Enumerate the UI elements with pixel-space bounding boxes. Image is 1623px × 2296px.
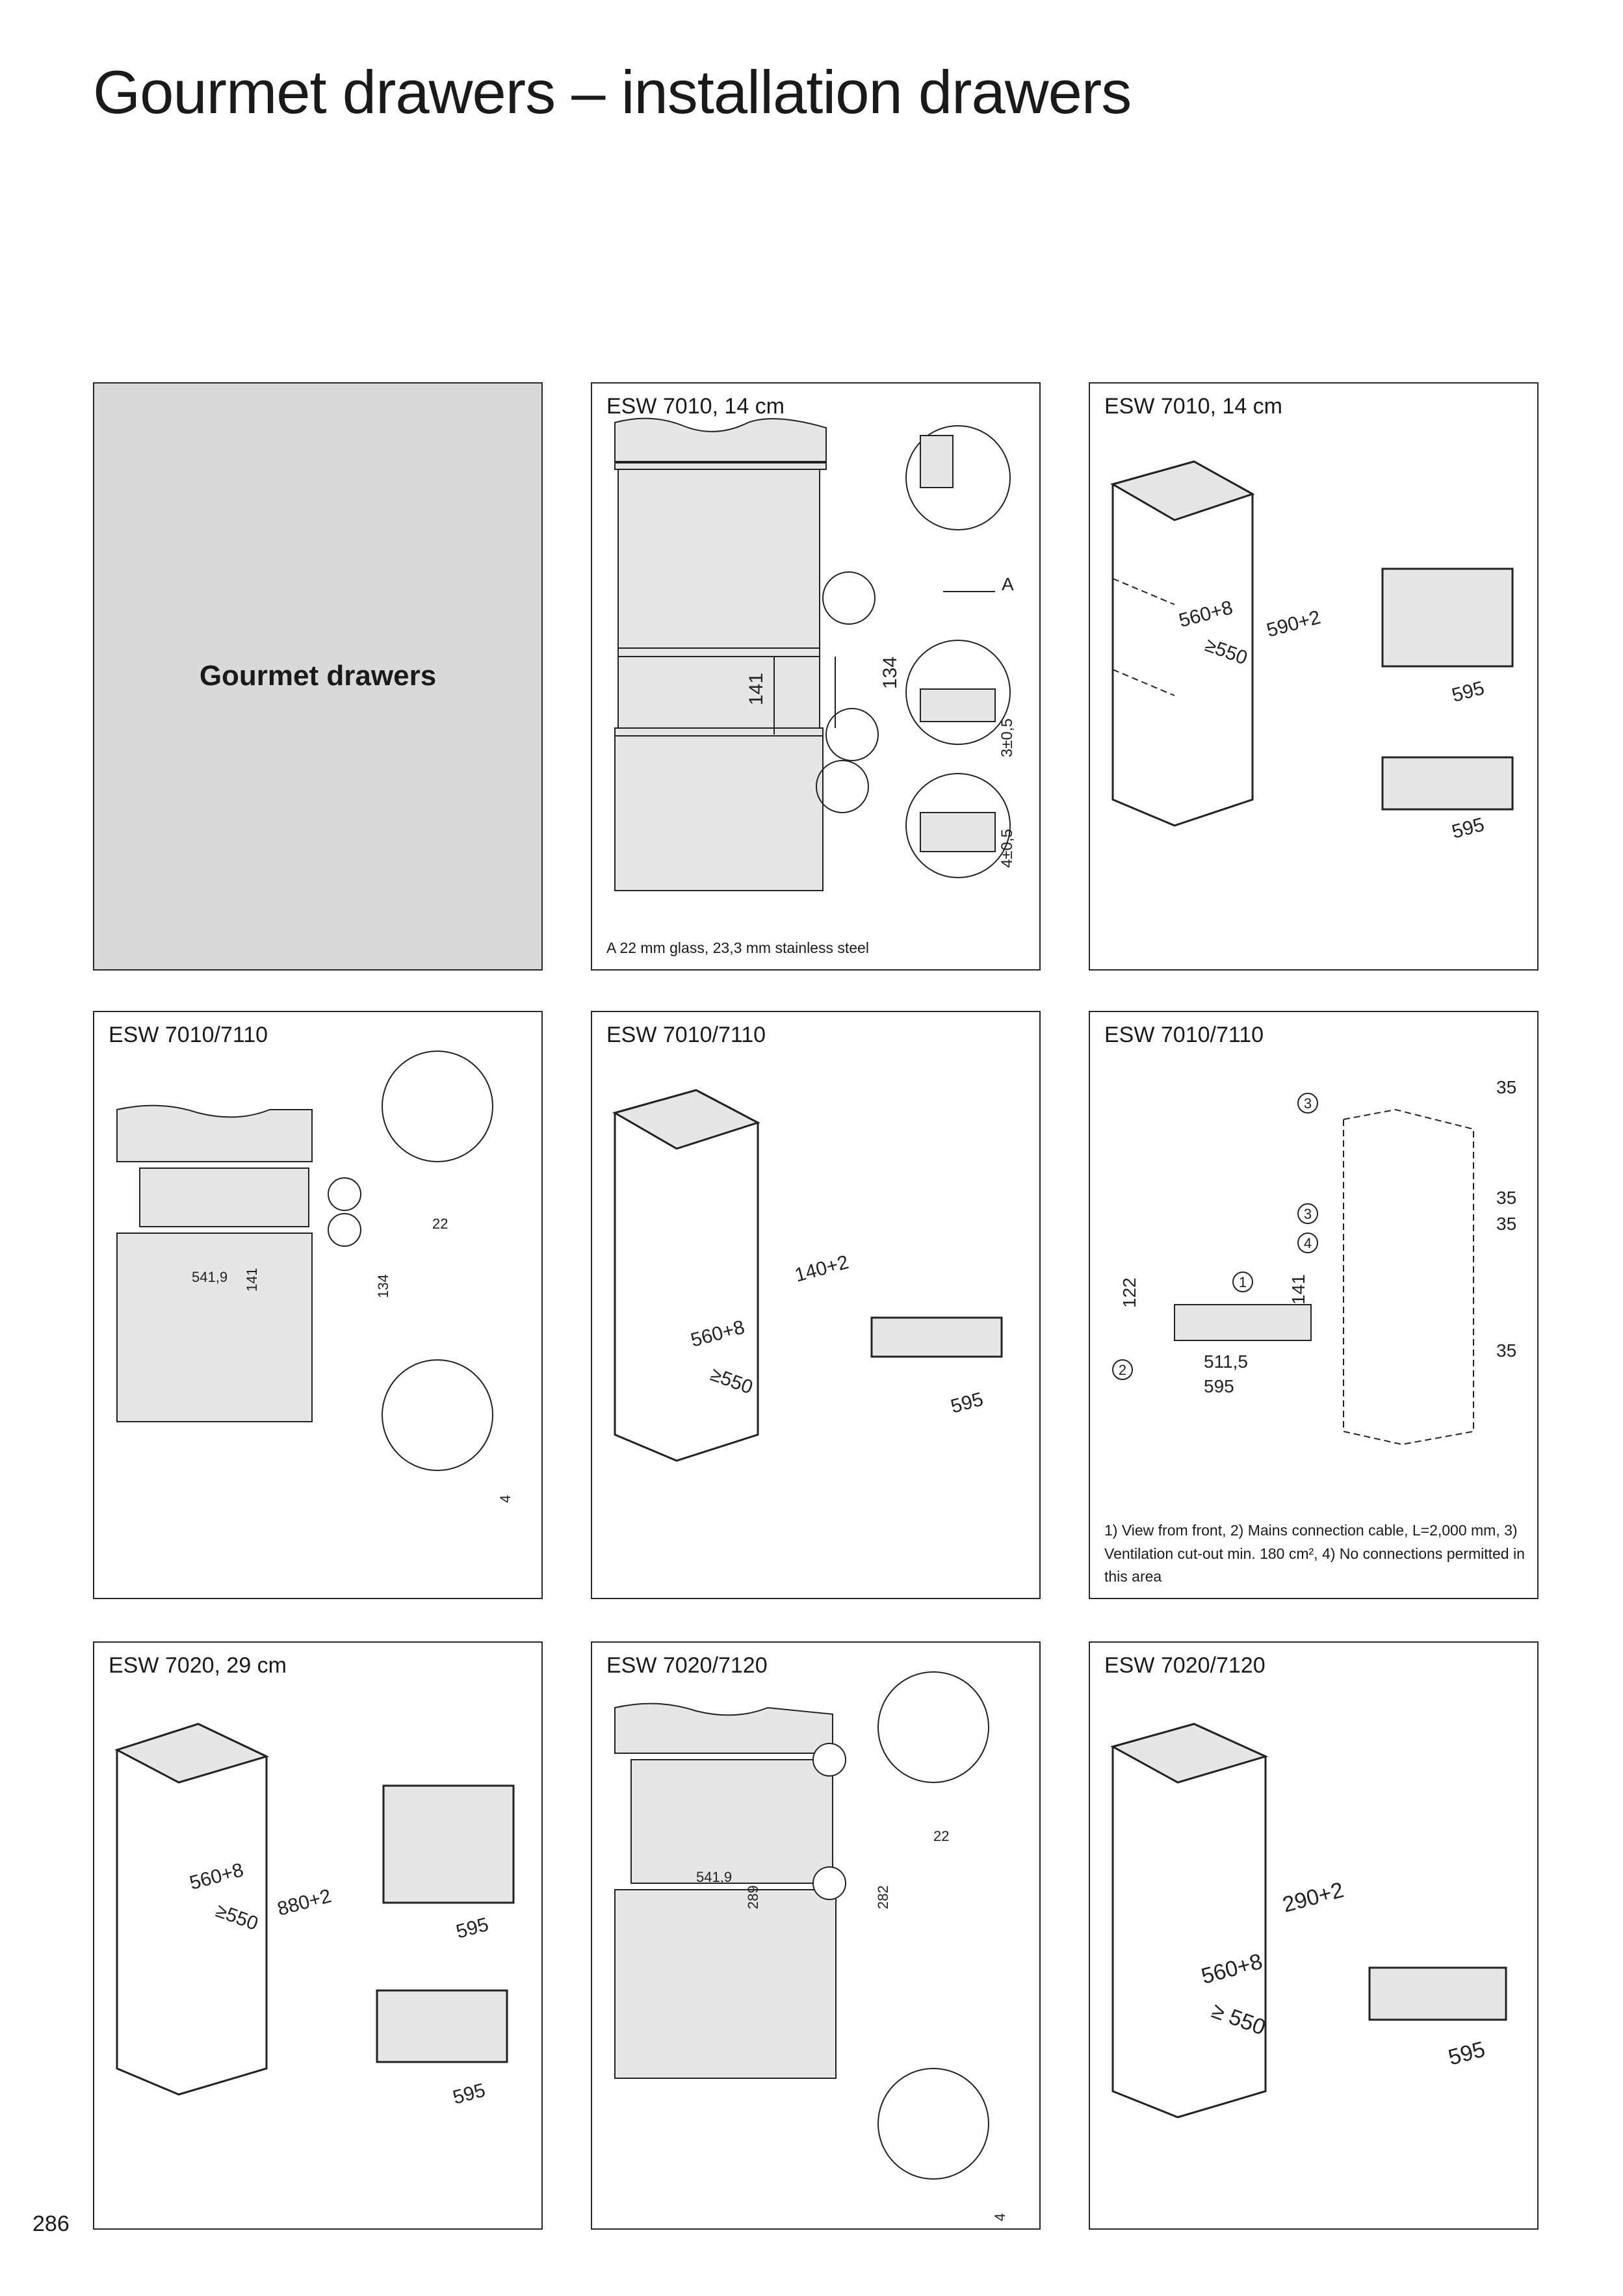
panel-esw7010-7110-section <box>93 1011 543 1599</box>
dim-141: 141 <box>244 1268 260 1292</box>
dim-550: ≥550 <box>1202 634 1251 670</box>
dim-560: 560+8 <box>187 1859 246 1894</box>
dim-122: 122 <box>1119 1277 1139 1308</box>
marker-1: 1 <box>1238 1274 1247 1290</box>
dim-595: 595 <box>1204 1376 1234 1396</box>
dim-4: 4±0,5 <box>998 829 1016 868</box>
panel-label: ESW 7020/7120 <box>606 1653 768 1678</box>
dim-595: 595 <box>1446 2037 1488 2070</box>
panel-label: ESW 7010/7110 <box>1104 1023 1264 1047</box>
panel-esw7010-section <box>591 382 1041 971</box>
dim-22: 22 <box>432 1216 448 1232</box>
section-drawing <box>592 384 1042 972</box>
panel-label: ESW 7020/7120 <box>1104 1653 1266 1678</box>
marker-3b: 3 <box>1303 1206 1312 1222</box>
dim-4: 4 <box>992 2213 1008 2221</box>
dim-141: 141 <box>1288 1274 1308 1305</box>
panel-label: ESW 7010/7110 <box>606 1023 766 1047</box>
dim-880: 880+2 <box>275 1885 334 1920</box>
panel-label: ESW 7010/7110 <box>109 1023 268 1047</box>
dim-290: 290+2 <box>1280 1877 1347 1918</box>
dim-a: A <box>1002 574 1014 594</box>
dim-5419: 541,9 <box>696 1869 733 1885</box>
panel-footnote: 1) View from front, 2) Mains connection cable, L=2,000 mm, 3) Ventilation cut-out min. 180 cm², 4) No connections permitted in this area <box>1104 1522 1525 1585</box>
dim-550: ≥550 <box>707 1363 756 1399</box>
dim-595-a: 595 <box>454 1913 491 1943</box>
dim-560: 560+8 <box>688 1316 747 1351</box>
dim-35-a: 35 <box>1496 1077 1517 1097</box>
dim-134: 134 <box>879 656 901 689</box>
dim-550: ≥ 550 <box>1208 1998 1269 2041</box>
dim-282: 282 <box>875 1885 891 1909</box>
panel-esw7010-7110-cabinet <box>591 1011 1041 1599</box>
panel-esw7020-cabinet <box>93 1641 543 2230</box>
section-drawing <box>592 1643 1042 2231</box>
dim-5115: 511,5 <box>1204 1351 1248 1372</box>
dim-5419: 541,9 <box>192 1269 228 1285</box>
dim-3: 3±0,5 <box>998 718 1016 757</box>
dim-289: 289 <box>745 1885 761 1909</box>
dim-595-a: 595 <box>1449 677 1487 707</box>
cabinet-drawing <box>592 1012 1042 1600</box>
dim-595-b: 595 <box>450 2079 488 2109</box>
dim-22: 22 <box>933 1828 950 1844</box>
page-title: Gourmet drawers – installation drawers <box>93 58 1132 126</box>
page-number: 286 <box>32 2211 70 2236</box>
dim-595-b: 595 <box>1449 813 1487 843</box>
panel-esw7020-7120-cabinet <box>1089 1641 1539 2230</box>
dim-550: ≥550 <box>213 1899 261 1935</box>
dim-595: 595 <box>948 1388 986 1418</box>
cabinet-drawing <box>1090 1643 1540 2231</box>
panel-esw7010-cabinet <box>1089 382 1539 971</box>
dim-35-c: 35 <box>1496 1214 1517 1234</box>
dim-134: 134 <box>375 1274 391 1298</box>
panel-label: ESW 7010, 14 cm <box>1104 394 1283 419</box>
marker-3: 3 <box>1303 1095 1312 1112</box>
dim-141: 141 <box>746 672 767 705</box>
dim-35-d: 35 <box>1496 1340 1517 1361</box>
marker-4: 4 <box>1303 1235 1312 1251</box>
panel-label: ESW 7010, 14 cm <box>606 394 785 419</box>
panel-label: ESW 7020, 29 cm <box>109 1653 287 1678</box>
dim-4: 4 <box>497 1494 513 1503</box>
panel-gourmet-drawers <box>93 382 543 971</box>
cabinet-drawing <box>94 1643 544 2231</box>
panel-esw7020-7120-section <box>591 1641 1041 2230</box>
cabinet-drawing <box>1090 384 1540 972</box>
dim-560: 560+8 <box>1199 1949 1266 1989</box>
section-drawing <box>94 1012 544 1600</box>
panel-heading: Gourmet drawers <box>199 660 437 692</box>
dim-35-b: 35 <box>1496 1188 1517 1208</box>
dim-590: 590+2 <box>1264 607 1323 642</box>
dim-560: 560+8 <box>1176 597 1236 632</box>
panel-footnote: A 22 mm glass, 23,3 mm stainless steel <box>606 939 869 957</box>
ventilation-drawing <box>1090 1012 1540 1600</box>
marker-2: 2 <box>1118 1362 1127 1378</box>
panel-esw7010-7110-ventilation <box>1089 1011 1539 1599</box>
dim-140: 140+2 <box>792 1251 851 1286</box>
